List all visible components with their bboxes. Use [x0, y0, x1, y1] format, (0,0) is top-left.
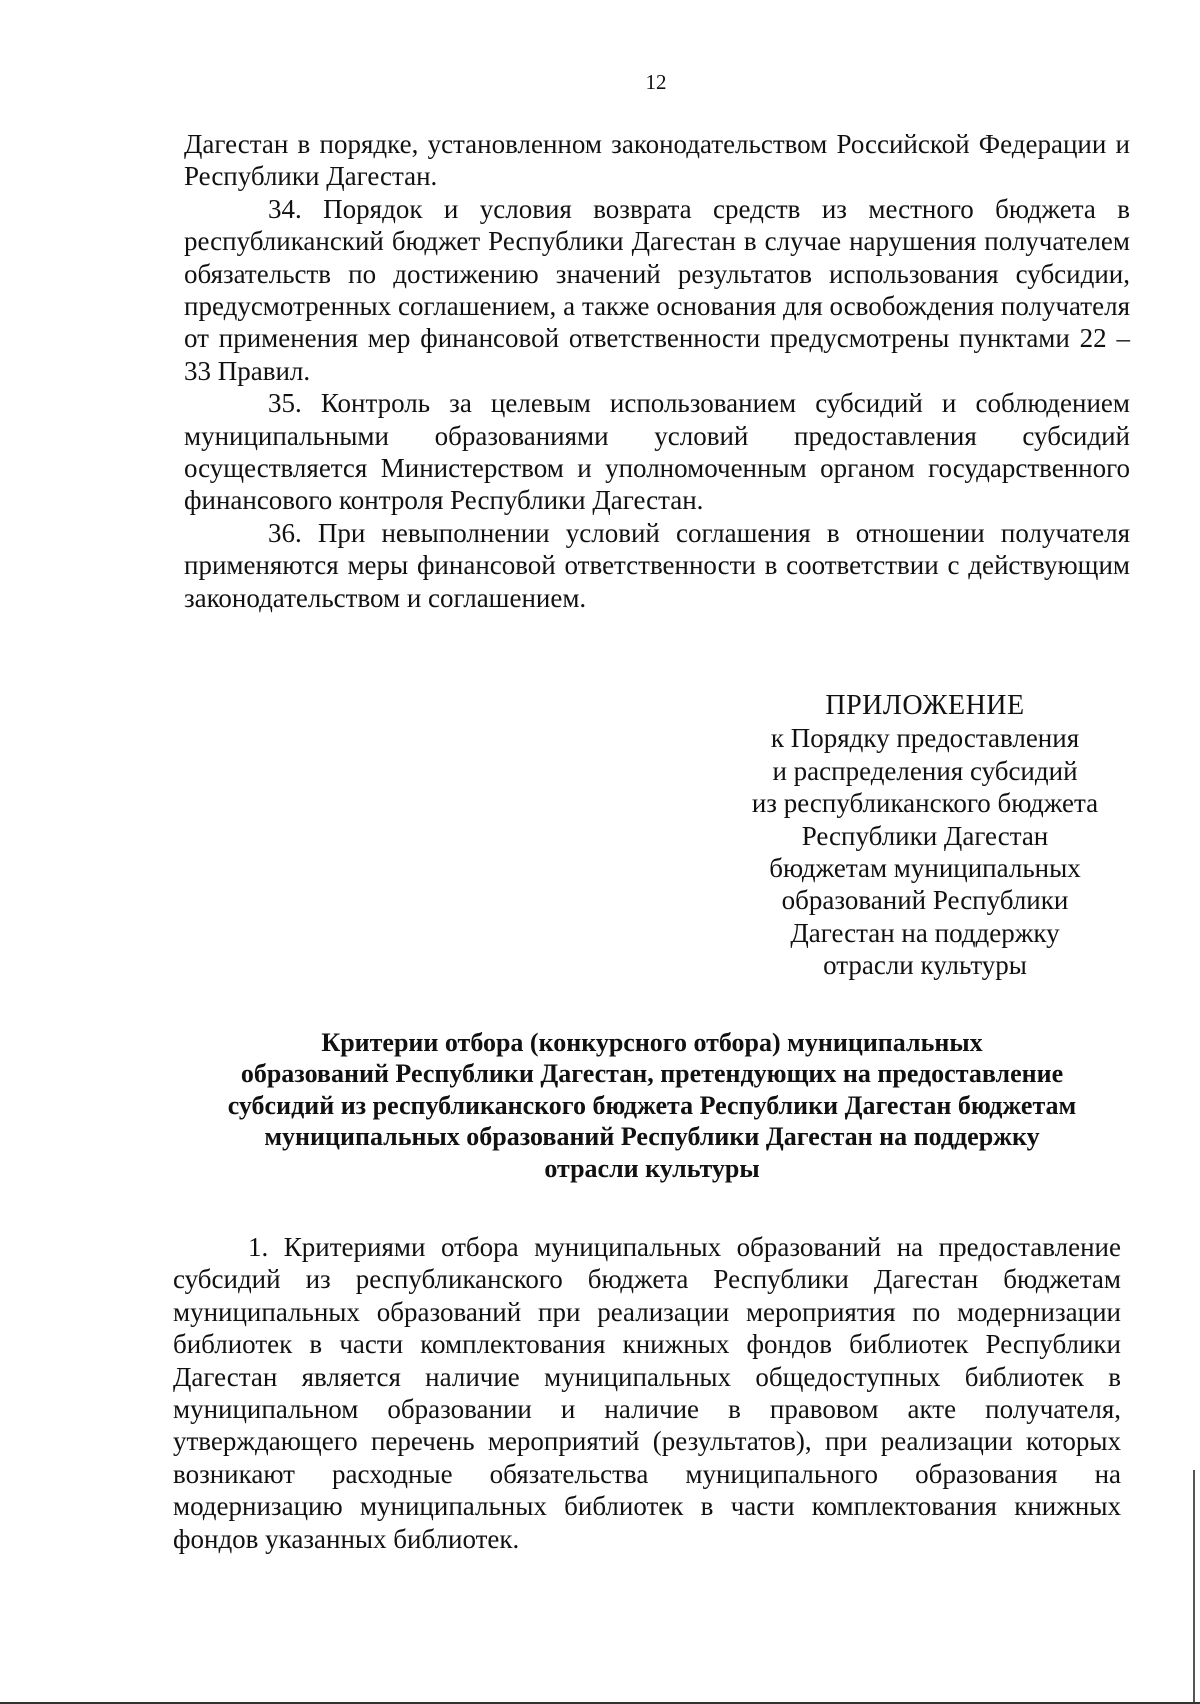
criteria-paragraph-1: 1. Критериями отбора муниципальных образований на предоставление субсидий из республиканского бюджета Республики Дагестан бюджетам муниципальных образований при реализации мероприятия по модернизации библиотек в части комплектования книжных фондов библиотек Республики Дагестан является наличие муниципальных общедоступных библиотек в муниципальном образовании и наличие в правовом акте получателя, утверждающего перечень мероприятий (результатов), при реализации которых возникают расходные обязательства муниципального образования на модернизацию муниципальных библиотек в части комплектования книжных фондов указанных библиотек. [173, 1232, 1121, 1554]
paragraph-34: 34. Порядок и условия возврата средств из местного бюджета в республиканский бюджет Республики Дагестан в случае нарушения получателем обязательств по достижению значений результатов использования субсидии, предусмотренных соглашением, а также основания для освобождения получателя от применения мер финансовой ответственности предусмотрены пунктами 22 – 33 Правил. [184, 193, 1130, 386]
appendix-line: Республики Дагестан [801, 820, 1049, 851]
main-text-top [184, 128, 1130, 614]
criteria-heading-line: субсидий из республиканского бюджета Республики Дагестан бюджетам [227, 1090, 1077, 1120]
paragraph-35: 35. Контроль за целевым использованием субсидий и соблюдением муниципальными образованиями условий предоставления субсидий осуществляется Министерством и уполномоченным органом государственного финансового контроля Республики Дагестан. [184, 388, 1130, 516]
appendix-title: ПРИЛОЖЕНИЕ [825, 690, 1025, 721]
criteria-heading-line: Критерии отбора (конкурсного отбора) муниципальных [321, 1028, 983, 1057]
scan-edge-line [1193, 1470, 1195, 1704]
criteria-heading [160, 1027, 1144, 1184]
appendix-block [715, 690, 1135, 982]
appendix-line: Дагестан на поддержку [790, 917, 1060, 948]
appendix-line: к Порядку предоставления [770, 723, 1080, 754]
paragraph-continuation: Дагестан в порядке, установленном законодательством Российской Федерации и Республики Дагестан. [184, 129, 1130, 192]
criteria-heading-line: образований Республики Дагестан, претендующих на предоставление [240, 1059, 1064, 1089]
paragraph-36: 36. При невыполнении условий соглашения в отношении получателя применяются меры финансовой ответственности в соответствии с действующим законодательством и соглашением. [184, 517, 1130, 613]
criteria-heading-line: муниципальных образований Республики Дагестан на поддержку [264, 1122, 1040, 1152]
criteria-heading-line: отрасли культуры [544, 1153, 760, 1183]
appendix-line: образований Республики [781, 885, 1069, 916]
appendix-line: из республиканского бюджета [751, 788, 1099, 819]
appendix-line: бюджетам муниципальных [769, 853, 1081, 884]
appendix-line: отрасли культуры [823, 950, 1027, 981]
appendix-line: и распределения субсидий [772, 755, 1078, 786]
page-number: 12 [645, 70, 667, 94]
criteria-text [173, 1231, 1121, 1555]
